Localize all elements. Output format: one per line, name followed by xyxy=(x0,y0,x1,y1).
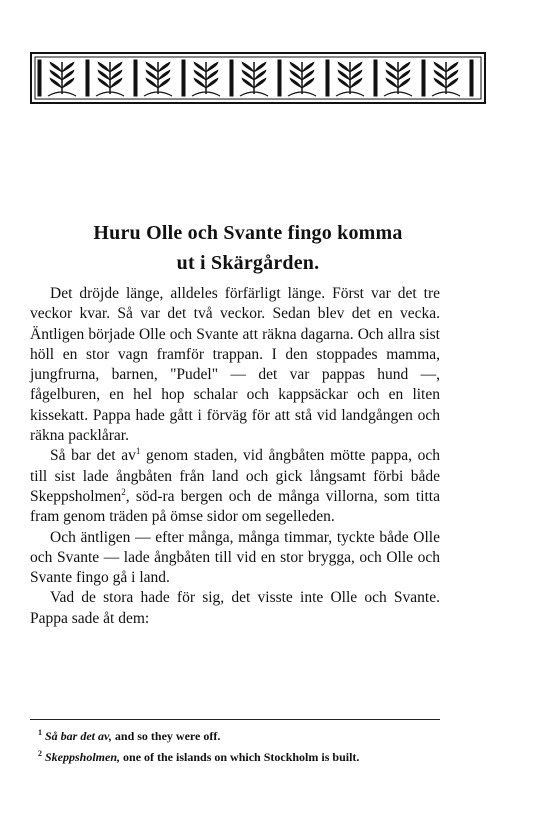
paragraph-2-text-a: Så bar det av xyxy=(50,447,136,465)
body-text xyxy=(30,284,440,629)
banner-divider-bar xyxy=(134,60,137,96)
banner-divider-bar xyxy=(470,60,473,96)
paragraph-1: Det dröjde länge, alldeles förfärligt länge. Först var det tre veckor kvar. Så var det två veckor. Sedan blev det en vecka. Äntligen började Olle och Svante att räkna dagarna. Och allra sist höll en stor vagn framför trappan. I den stoppades mamma, jungfrurna, barnen, "Pudel" — det var pappas hund —, fågelburen, en hel hop schalar och kappsäckar och en liten kissekatt. Pappa hade gått i förväg för att stå vid landgången och räkna packlårar. xyxy=(30,285,440,445)
banner-divider-bar xyxy=(326,60,329,96)
banner-divider-bar xyxy=(86,60,89,96)
footnote-2-text: one of the islands on which Stockholm is built. xyxy=(120,750,360,764)
footnote-2-marker: 2 xyxy=(38,749,42,758)
chapter-title xyxy=(30,218,466,278)
footnote-ref-1: 1 xyxy=(135,446,141,457)
paragraph-3: Och äntligen — efter många, många timmar, tyckte både Olle och Svante — lade ångbåten till vid en stor brygga, och Olle och Svante fingo gå i land. xyxy=(30,528,440,587)
banner-divider-bar xyxy=(374,60,377,96)
footnote-2-term: Skeppsholmen, xyxy=(45,750,121,764)
decorative-leaf-banner-icon xyxy=(30,52,486,104)
footnotes xyxy=(30,724,460,766)
footnote-1-marker: 1 xyxy=(38,728,42,737)
footnote-divider xyxy=(30,719,440,720)
paragraph-2-text-b: genom staden, vid ångbåten mötte pappa, och till sist lade ångbåten från land och gick långsamt förbi både Skeppsholmen xyxy=(30,447,440,505)
footnote-1 xyxy=(30,724,460,745)
chapter-title-line-1: Huru Olle och Svante fingo komma xyxy=(93,222,403,244)
chapter-title-line-2: ut i Skärgården. xyxy=(176,252,320,274)
footnote-2 xyxy=(30,745,460,766)
footnote-1-text: and so they were off. xyxy=(111,729,221,743)
footnote-1-term: Så bar det av, xyxy=(45,729,112,743)
banner-divider-bar xyxy=(422,60,425,96)
paragraph-2 xyxy=(30,446,440,527)
banner-divider-bar xyxy=(230,60,233,96)
footnote-ref-2: 2 xyxy=(121,486,126,497)
paragraph-4: Vad de stora hade för sig, det visste inte Olle och Svante. Pappa sade åt dem: xyxy=(30,589,440,627)
paragraph-2-text-c: , söd-ra bergen och de många villorna, som titta fram genom träden på ömse sidor om segelleden. xyxy=(30,487,440,526)
banner-divider-bar xyxy=(278,60,281,96)
banner-divider-bar xyxy=(182,60,185,96)
banner-divider-bar xyxy=(38,60,41,96)
